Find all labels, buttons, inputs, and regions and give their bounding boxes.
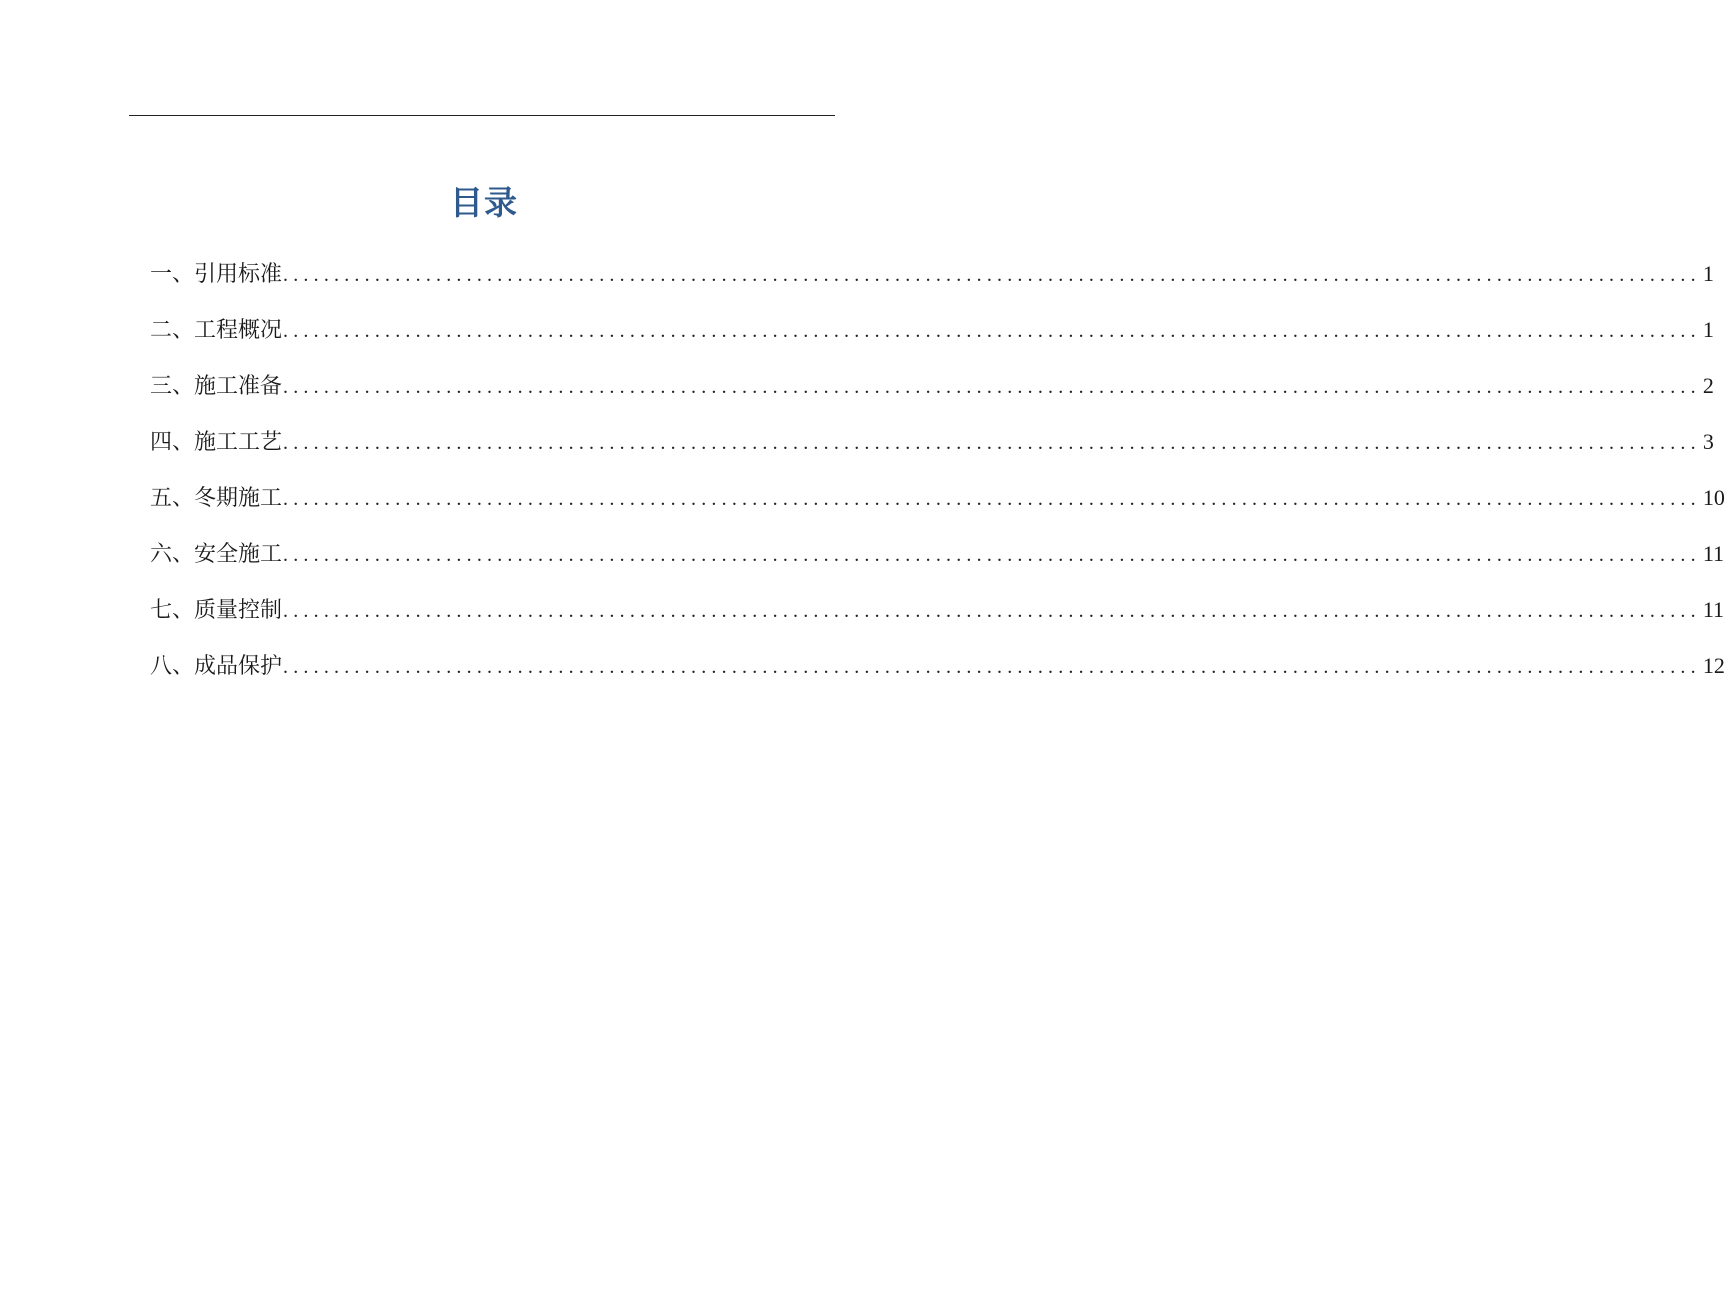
toc-dot-leader: ........................................................................................................................................... (283, 376, 1701, 398)
toc-entry[interactable] (150, 414, 1714, 470)
toc-dot-leader: ........................................................................................................................................... (283, 264, 1701, 286)
toc-page-number: 11 (1702, 597, 1725, 622)
toc-dot-leader: ........................................................................................................................................... (283, 432, 1701, 454)
toc-entry-label: 七、质量控制 (150, 598, 283, 623)
toc-list (150, 246, 1725, 694)
toc-entry[interactable] (150, 246, 1714, 302)
toc-entry-label: 五、冬期施工 (150, 486, 283, 511)
toc-entry-label: 六、安全施工 (150, 542, 283, 567)
toc-entry-label: 八、成品保护 (150, 654, 283, 679)
toc-entry[interactable] (150, 470, 1725, 526)
toc-entry[interactable] (150, 638, 1725, 694)
toc-page-number: 2 (1702, 373, 1714, 398)
toc-dot-leader: ........................................................................................................................................... (283, 488, 1701, 510)
toc-page-number: 1 (1702, 317, 1714, 342)
toc-title: 目录 (450, 183, 518, 222)
toc-dot-leader: ........................................................................................................................................... (283, 320, 1701, 342)
toc-entry[interactable] (150, 358, 1714, 414)
toc-page-number: 10 (1702, 485, 1725, 510)
toc-entry-label: 二、工程概况 (150, 318, 283, 343)
toc-entry[interactable] (150, 582, 1725, 638)
toc-page-number: 11 (1702, 541, 1725, 566)
toc-dot-leader: ........................................................................................................................................... (283, 544, 1701, 566)
header-rule (129, 115, 835, 116)
toc-entry[interactable] (150, 302, 1714, 358)
toc-entry-label: 一、引用标准 (150, 262, 283, 287)
toc-entry-label: 四、施工工艺 (150, 430, 283, 455)
toc-page-number: 1 (1702, 261, 1714, 286)
toc-page-number: 3 (1702, 429, 1714, 454)
toc-dot-leader: ........................................................................................................................................... (283, 600, 1701, 622)
toc-page-number: 12 (1702, 653, 1725, 678)
toc-entry[interactable] (150, 526, 1725, 582)
toc-entry-label: 三、施工准备 (150, 374, 283, 399)
toc-dot-leader: ........................................................................................................................................... (283, 656, 1701, 678)
